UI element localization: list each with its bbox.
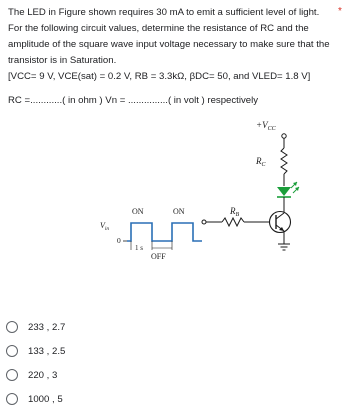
option-label: 1000 , 5: [28, 393, 63, 405]
on-label-1: ON: [132, 207, 144, 216]
answer-format: RC =............( in ohm ) Vn = ...............( in volt ) respectively: [8, 95, 259, 106]
option-220-3[interactable]: [6, 366, 166, 384]
input-node: [202, 220, 206, 224]
rc-resistor: [281, 148, 287, 174]
zero-label: 0: [117, 236, 121, 245]
ground-symbol: [278, 244, 290, 250]
option-label: 233 , 2.7: [28, 321, 66, 333]
required-marker: *: [338, 6, 342, 17]
rb-resistor: [222, 218, 244, 226]
radio-button[interactable]: [6, 321, 18, 333]
led-diode: [277, 187, 291, 196]
option-label: 133 , 2.5: [28, 345, 66, 357]
radio-button[interactable]: [6, 393, 18, 405]
vcc-label: $+V_{CC}$: [256, 120, 276, 132]
vin-label: $V_{in}$: [100, 221, 110, 232]
square-wave: [127, 223, 202, 241]
option-233-2-7[interactable]: [6, 318, 166, 336]
rb-label: $R_B$: [230, 206, 240, 218]
rc-label: $R_C$: [256, 156, 266, 168]
off-label: OFF: [151, 252, 166, 261]
option-133-2-5[interactable]: [6, 342, 166, 360]
option-label: 220 , 3: [28, 369, 58, 381]
question-text: The LED in Figure shown requires 30 mA to emit a sufficient level of light. For the following circuit values, determine the resistance of RC and the amplitude of the square wave input voltage necessary to make sure that the transistor is in Saturation.: [8, 7, 330, 66]
vcc-node: [282, 134, 286, 138]
radio-button[interactable]: [6, 369, 18, 381]
on-label-2: ON: [173, 207, 185, 216]
period-label: 1 s: [135, 244, 143, 252]
option-1000-5[interactable]: [6, 390, 166, 408]
given-values: [VCC= 9 V, VCE(sat) = 0.2 V, RB = 3.3kΩ, βDC= 50, and VLED= 1.8 V]: [8, 71, 311, 82]
radio-button[interactable]: [6, 345, 18, 357]
